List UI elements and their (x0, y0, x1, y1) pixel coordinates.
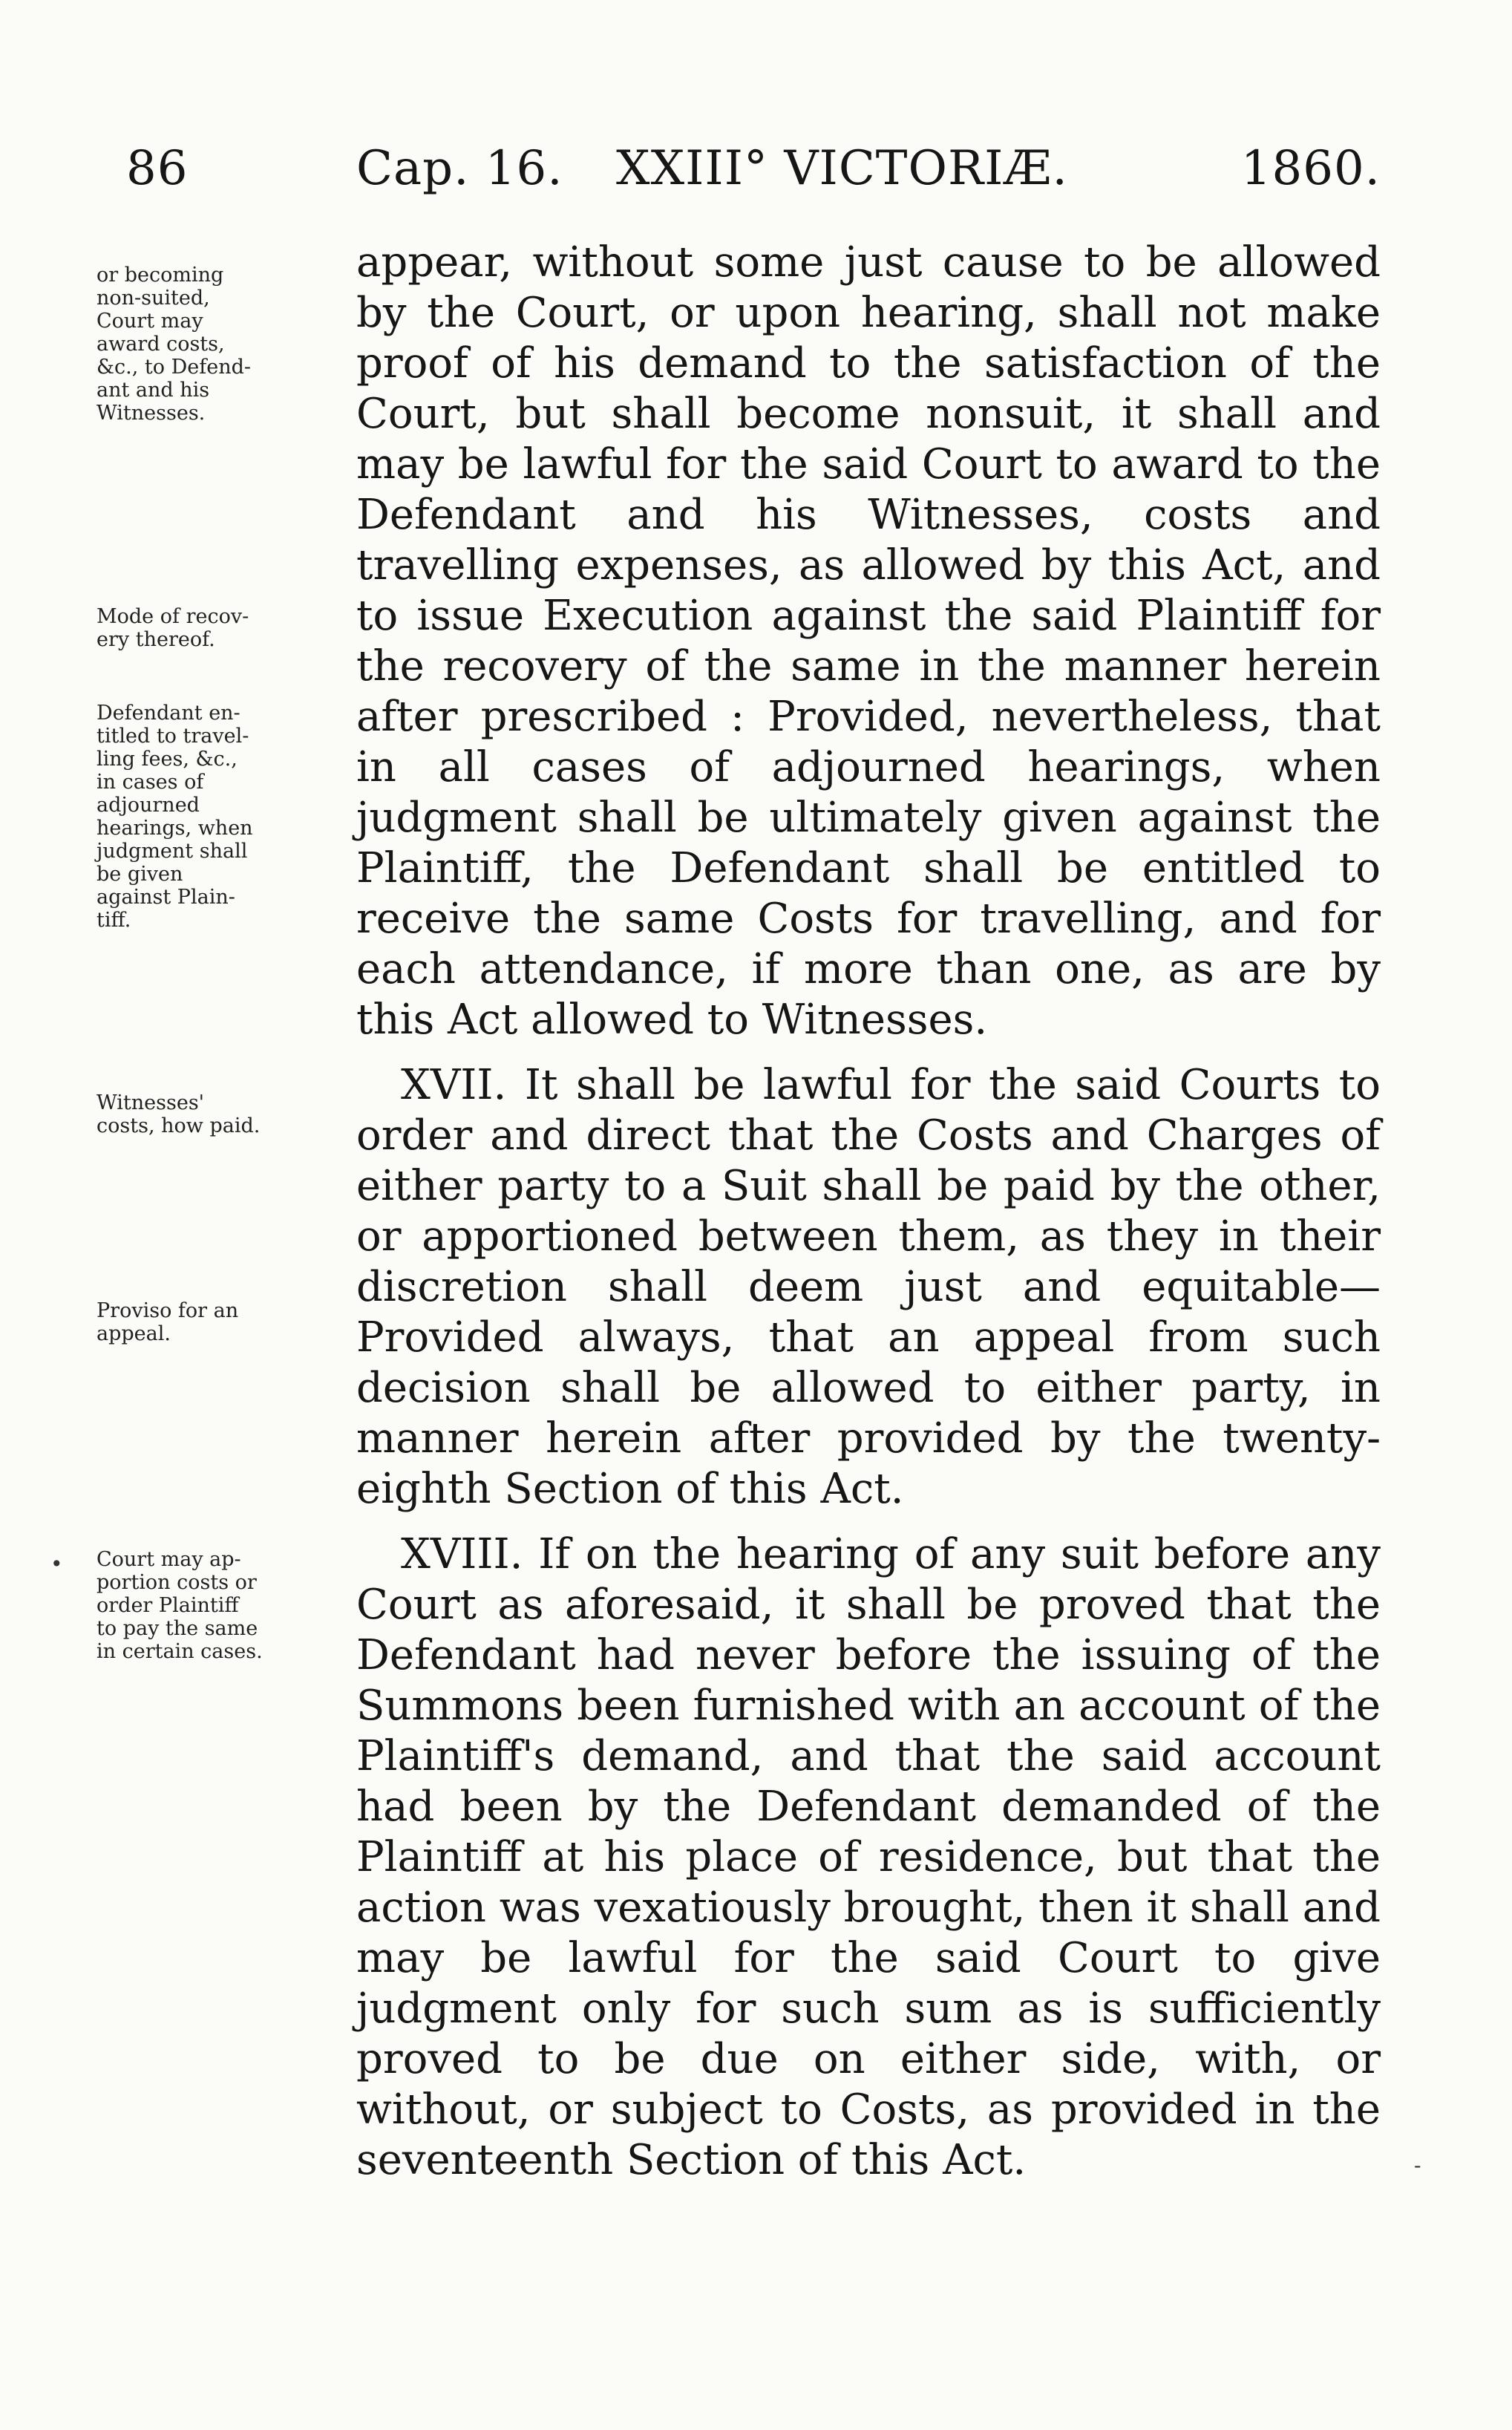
margin-note-line: tiff. (96, 909, 131, 932)
margin-note (96, 1299, 327, 1345)
margin-note (96, 1548, 327, 1663)
margin-note (96, 264, 327, 425)
section-xviii: XVIII. If on the hearing of any suit before any Court as aforesaid, it shall be proved that the Defendant had never before the issuing of the Summons been furnished with an account of the Plaintiff's demand, and that the said account had been by the Defendant demanded of the Plaintiff at his place of residence, but that the action was vexatiously brought, then it shall and may be lawful for the said Court to give judgment only for such sum as is sufficiently proved to be due on either side, with, or without, or subject to Costs, as provided in the seventeenth Section of this Act. (356, 1530, 1381, 2184)
margin-note-line: portion costs or (96, 1571, 257, 1594)
margin-note-line: order Plaintiff (96, 1594, 239, 1617)
margin-note-line: hearings, when (96, 817, 253, 840)
margin-note-line: appeal. (96, 1322, 171, 1345)
margin-note-line: adjourned (96, 794, 200, 817)
margin-note-line: ling fees, &c., (96, 748, 238, 771)
stray-print-mark: • (50, 1552, 63, 1576)
margin-note-line: to pay the same (96, 1617, 258, 1640)
page-number: 86 (126, 141, 189, 196)
margin-note-line: judgment shall (96, 840, 248, 863)
margin-note-line: Proviso for an (96, 1299, 239, 1322)
margin-note-line: Mode of recov- (96, 605, 249, 628)
margin-note-line: non-suited, (96, 287, 210, 310)
section-xvii: XVII. It shall be lawful for the said Courts to order and direct that the Costs and Charges of either party to a Suit shall be paid by the other, or apportioned between them, as they in their discretion shall deem just and equitable— Provided always, that an appeal from such decision shall be allowed to either party, in manner herein after provided by the twenty-eighth Section of this Act. (356, 1061, 1381, 1513)
margin-note-line: in certain cases. (96, 1640, 263, 1663)
margin-note-line: Defendant en- (96, 702, 240, 725)
margin-note-line: ery thereof. (96, 628, 215, 651)
chapter-label: Cap. 16. (356, 141, 563, 196)
margin-note-line: costs, how paid. (96, 1114, 261, 1137)
stray-print-mark: - (1414, 2153, 1421, 2178)
margin-note-line: Court may ap- (96, 1548, 241, 1571)
body-text (356, 238, 1381, 2186)
margin-note (96, 1091, 327, 1137)
margin-note-line: Witnesses. (96, 402, 206, 425)
margin-note-line: be given (96, 863, 183, 886)
margin-note-line: Court may (96, 310, 203, 333)
running-header (126, 141, 1381, 208)
margin-note-line: titled to travel- (96, 725, 249, 748)
margin-note-line: Witnesses' (96, 1091, 205, 1114)
margin-note-line: ant and his (96, 379, 210, 402)
header-year: 1860. (1240, 141, 1381, 196)
margin-note-line: against Plain- (96, 886, 235, 909)
margin-note-line: in cases of (96, 771, 204, 794)
margin-note-line: or becoming (96, 264, 224, 287)
margin-note-line: award costs, (96, 333, 225, 356)
paragraph-continuation: appear, without some just cause to be allowed by the Court, or upon hearing, shall not make proof of his demand to the satisfaction of the Court, but shall become nonsuit, it shall and may be lawful for the said Court to award to the Defendant and his Witnesses, costs and travelling expenses, as allowed by this Act, and to issue Execution against the said Plaintiff for the recovery of the same in the manner herein after prescribed : Provided, nevertheless, that in all cases of adjourned hearings, when judgment shall be ultimately given against the Plaintiff, the Defendant shall be entitled to receive the same Costs for travelling, and for each attendance, if more than one, as are by this Act allowed to Witnesses. (356, 238, 1381, 1044)
margin-note (96, 605, 327, 651)
header-title: XXIII° VICTORIÆ. (616, 141, 1068, 196)
margin-note (96, 702, 327, 932)
margin-note-line: &c., to Defend- (96, 356, 251, 379)
